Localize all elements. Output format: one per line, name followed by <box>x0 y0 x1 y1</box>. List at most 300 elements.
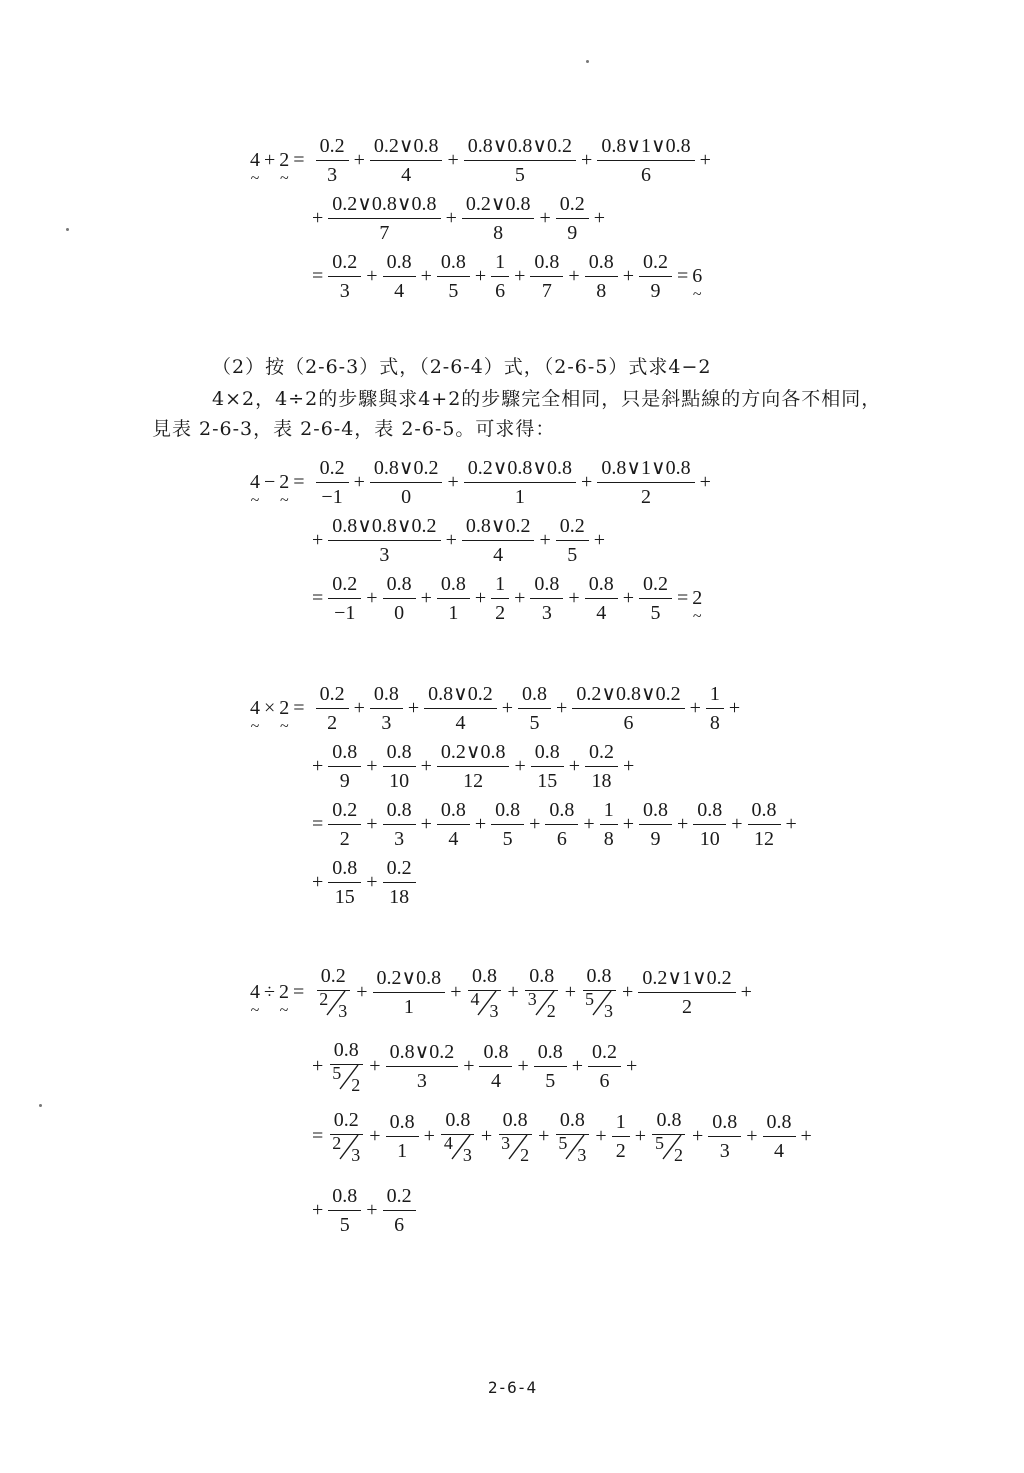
operator: = <box>312 1124 324 1147</box>
denominator: 0 <box>394 601 405 624</box>
operator: + <box>514 586 526 609</box>
operator: = <box>293 148 305 171</box>
numerator: 0.2 <box>328 572 361 599</box>
numerator: 0.2 <box>556 514 589 541</box>
operator: + <box>746 1124 758 1147</box>
denominator: −1 <box>334 601 356 624</box>
fraction <box>437 250 470 303</box>
operator: + <box>369 1124 381 1147</box>
fraction <box>639 572 672 625</box>
numerator: 0.8 <box>383 250 416 277</box>
numerator: 0.8 <box>437 250 470 277</box>
operator: + <box>539 206 551 229</box>
operator: = <box>312 586 324 609</box>
operator: + <box>312 528 324 551</box>
equation-row <box>308 850 417 914</box>
numerator: 0.2∨0.8∨0.8 <box>464 456 576 483</box>
denominator: 4 <box>774 1139 785 1162</box>
fraction <box>651 1108 687 1165</box>
denominator: 9 <box>567 221 578 244</box>
operator: + <box>676 812 689 835</box>
equation-row <box>308 734 638 798</box>
denominator <box>440 1132 476 1165</box>
denominator: 0 <box>401 485 412 508</box>
fraction <box>706 682 724 735</box>
fraction <box>437 798 470 851</box>
operator: + <box>699 470 711 493</box>
denominator: 8 <box>709 711 720 734</box>
denominator: 10 <box>389 769 410 792</box>
operator: + <box>450 980 462 1003</box>
operator: + <box>593 206 606 229</box>
denominator: 3 <box>327 163 338 186</box>
equation-row <box>250 450 715 514</box>
denominator: 5 <box>650 601 661 624</box>
equation-result: 6 ~ <box>692 265 702 288</box>
operator: + <box>626 1054 638 1077</box>
operator: + <box>353 696 365 719</box>
numerator: 0.2 <box>639 250 672 277</box>
operator: = <box>312 812 324 835</box>
equation-lhs: 4 ~ − 2 ~ = <box>250 471 309 494</box>
numerator: 0.8 <box>383 740 416 767</box>
operator: + <box>529 812 541 835</box>
numerator: 0.8∨0.2 <box>462 514 535 541</box>
operator: + <box>474 812 487 835</box>
numerator: 0.2∨0.8 <box>437 740 510 767</box>
fraction <box>328 1038 364 1095</box>
operator: + <box>581 148 593 171</box>
operator: + <box>691 1124 704 1147</box>
scan-speck <box>66 228 69 231</box>
numerator: 0.8 <box>328 856 361 883</box>
paragraph-line-2: 見表 2-6-3，表 2-6-4，表 2-6-5。可求得： <box>152 418 556 440</box>
denominator: 8 <box>596 279 607 302</box>
numerator: 0.2 <box>585 740 618 767</box>
numerator: 0.8 <box>328 1184 361 1211</box>
denominator: 4 <box>596 601 607 624</box>
denominator: −1 <box>321 485 343 508</box>
denominator: 5 <box>502 827 513 850</box>
numerator: 0.8 <box>491 798 524 825</box>
fraction <box>437 740 510 793</box>
operator: + <box>583 812 595 835</box>
operator: + <box>595 1124 607 1147</box>
numerator: 0.2 <box>328 798 361 825</box>
numerator: 0.8 <box>583 964 616 991</box>
numerator: 0.8 <box>534 1040 567 1067</box>
numerator: 0.8 <box>585 572 618 599</box>
page-number: 2-6-4 <box>487 1378 537 1397</box>
numerator: 1 <box>491 250 509 277</box>
denominator: 6 <box>640 163 651 186</box>
numerator: 0.8 <box>386 1110 419 1137</box>
denominator <box>328 1062 364 1095</box>
slash-fraction: 4 3 <box>443 1132 472 1165</box>
numerator: 0.8 <box>437 572 470 599</box>
numerator: 0.8 <box>499 1108 532 1135</box>
fraction <box>315 964 351 1021</box>
numerator: 0.2∨1∨0.2 <box>638 966 735 993</box>
operator: + <box>369 1054 381 1077</box>
operator: + <box>474 586 487 609</box>
fraction <box>597 456 694 509</box>
numerator: 0.8 <box>328 740 361 767</box>
fraction <box>534 1040 567 1093</box>
fraction <box>464 134 576 187</box>
fraction <box>572 682 684 735</box>
operator: + <box>568 264 580 287</box>
equation-row <box>308 566 702 630</box>
operator: + <box>480 1124 493 1147</box>
fraction <box>370 682 403 735</box>
operator: + <box>731 812 743 835</box>
operator: + <box>501 696 514 719</box>
numerator: 0.8 <box>479 1040 512 1067</box>
denominator: 9 <box>339 769 350 792</box>
numerator: 0.8 <box>585 250 618 277</box>
denominator: 3 <box>541 601 552 624</box>
operator: + <box>366 870 378 893</box>
operator: + <box>622 264 634 287</box>
numerator: 0.2 <box>317 964 350 991</box>
denominator <box>466 988 502 1021</box>
fraction <box>588 1040 621 1093</box>
denominator: 9 <box>650 827 661 850</box>
numerator: 0.8 <box>383 798 416 825</box>
numerator: 0.8 <box>763 1110 796 1137</box>
fraction <box>491 250 509 303</box>
numerator: 0.2 <box>588 1040 621 1067</box>
fraction <box>328 798 361 851</box>
numerator: 0.2 <box>556 192 589 219</box>
fraction <box>328 1184 361 1237</box>
fraction <box>386 1040 459 1093</box>
operator: + <box>420 754 432 777</box>
fraction <box>600 798 618 851</box>
operator: + <box>634 1124 646 1147</box>
fraction <box>383 250 416 303</box>
operator: + <box>463 1054 475 1077</box>
numerator: 0.8 <box>545 798 578 825</box>
operator: + <box>474 264 487 287</box>
operator: + <box>514 264 526 287</box>
denominator: 6 <box>599 1069 610 1092</box>
fraction <box>437 572 470 625</box>
fraction <box>370 134 443 187</box>
numerator: 0.2∨0.8∨0.2 <box>572 682 684 709</box>
operator: = <box>676 264 689 287</box>
numerator: 1 <box>600 798 618 825</box>
numerator: 0.8∨1∨0.8 <box>597 456 694 483</box>
denominator: 4 <box>394 279 405 302</box>
denominator <box>315 988 351 1021</box>
fraction <box>639 798 672 851</box>
denominator <box>524 988 560 1021</box>
operator: + <box>622 586 634 609</box>
operator: + <box>568 586 580 609</box>
numerator: 1 <box>491 572 509 599</box>
operator: + <box>356 980 368 1003</box>
fraction <box>316 682 349 735</box>
fraction <box>328 1108 364 1165</box>
fraction <box>497 1108 533 1165</box>
slash-fraction: 2 3 <box>332 1132 361 1165</box>
denominator: 1 <box>403 995 414 1018</box>
numerator: 0.2 <box>383 1184 416 1211</box>
numerator: 0.8∨1∨0.8 <box>597 134 694 161</box>
denominator: 1 <box>514 485 525 508</box>
denominator: 18 <box>591 769 612 792</box>
numerator: 0.2∨0.8 <box>462 192 535 219</box>
operator: + <box>623 754 635 777</box>
fraction <box>383 572 416 625</box>
denominator: 4 <box>490 1069 501 1092</box>
operator: + <box>740 980 752 1003</box>
denominator: 12 <box>463 769 484 792</box>
denominator: 2 <box>327 711 338 734</box>
denominator: 6 <box>495 279 506 302</box>
fraction <box>693 798 726 851</box>
denominator: 5 <box>545 1069 556 1092</box>
denominator: 1 <box>448 601 459 624</box>
numerator: 0.8 <box>556 1108 589 1135</box>
denominator: 4 <box>448 827 459 850</box>
operator: + <box>312 1054 324 1077</box>
slash-fraction: 5 2 <box>654 1132 683 1165</box>
fraction <box>638 966 735 1019</box>
denominator <box>651 1132 687 1165</box>
operator: + <box>622 812 634 835</box>
denominator: 12 <box>754 827 775 850</box>
numerator: 0.8 <box>693 798 726 825</box>
fraction <box>545 798 578 851</box>
denominator: 3 <box>339 279 350 302</box>
numerator: 1 <box>612 1110 630 1137</box>
fraction <box>585 740 618 793</box>
slash-fraction: 5 3 <box>585 988 614 1021</box>
denominator: 10 <box>699 827 720 850</box>
operator: + <box>366 812 378 835</box>
numerator: 0.8 <box>531 740 564 767</box>
denominator: 2 <box>339 827 350 850</box>
numerator: 0.8 <box>441 1108 474 1135</box>
fraction <box>556 192 589 245</box>
operator: = <box>293 696 305 719</box>
fraction <box>518 682 551 735</box>
operator: + <box>538 1124 550 1147</box>
fraction <box>530 250 563 303</box>
numerator: 0.8 <box>748 798 781 825</box>
operator: + <box>366 264 378 287</box>
fraction <box>597 134 694 187</box>
operator: + <box>366 586 378 609</box>
operator: + <box>312 1198 324 1221</box>
operator: = <box>293 470 305 493</box>
denominator <box>328 1132 364 1165</box>
denominator: 5 <box>448 279 459 302</box>
fraction <box>316 456 349 509</box>
operator: + <box>517 1054 529 1077</box>
operator: + <box>571 1054 584 1077</box>
fraction <box>466 964 502 1021</box>
denominator: 4 <box>493 543 504 566</box>
denominator: 3 <box>379 543 390 566</box>
operator: = <box>312 264 324 287</box>
denominator: 8 <box>603 827 614 850</box>
denominator: 6 <box>394 1213 405 1236</box>
operator: + <box>420 812 432 835</box>
operator: + <box>689 696 701 719</box>
operator: + <box>445 528 457 551</box>
scan-speck <box>586 60 589 63</box>
equation-row <box>308 186 609 250</box>
fraction <box>328 250 361 303</box>
operator: = <box>676 586 689 609</box>
operator: + <box>407 696 420 719</box>
operator: + <box>366 754 378 777</box>
equation-lhs: 4 ~ + 2 ~ = <box>250 149 309 172</box>
fraction <box>639 250 672 303</box>
fraction <box>328 740 361 793</box>
operator: + <box>785 812 797 835</box>
numerator: 0.8∨0.2 <box>370 456 443 483</box>
denominator: 7 <box>379 221 390 244</box>
numerator: 0.8 <box>652 1108 685 1135</box>
fraction <box>383 856 416 909</box>
numerator: 0.8∨0.8∨0.2 <box>464 134 576 161</box>
operator: + <box>447 148 459 171</box>
fraction <box>386 1110 419 1163</box>
operator: + <box>420 264 432 287</box>
fraction <box>763 1110 796 1163</box>
scan-speck <box>39 1104 42 1107</box>
denominator: 5 <box>567 543 578 566</box>
slash-fraction: 5 3 <box>558 1132 587 1165</box>
equation-row <box>308 1178 417 1242</box>
denominator: 5 <box>514 163 525 186</box>
denominator <box>497 1132 533 1165</box>
fraction <box>383 1184 416 1237</box>
fraction <box>424 682 497 735</box>
operator: + <box>514 754 526 777</box>
operator: + <box>423 1124 435 1147</box>
operator: + <box>564 980 577 1003</box>
numerator: 0.8 <box>639 798 672 825</box>
equation-row <box>250 676 744 740</box>
method-heading: （2）按（2-6-3）式，（2-6-4）式，（2-6-5）式求4−2 <box>212 356 712 378</box>
denominator: 15 <box>334 885 355 908</box>
fraction <box>373 966 446 1019</box>
operator: + <box>622 980 634 1003</box>
slash-fraction: 5 2 <box>332 1062 361 1095</box>
operator: + <box>353 470 365 493</box>
numerator: 0.8∨0.2 <box>386 1040 459 1067</box>
operator: + <box>366 1198 378 1221</box>
denominator: 2 <box>681 995 692 1018</box>
denominator: 3 <box>381 711 392 734</box>
numerator: 0.2 <box>328 250 361 277</box>
numerator: 0.8 <box>330 1038 363 1065</box>
denominator: 7 <box>541 279 552 302</box>
numerator: 0.2 <box>316 682 349 709</box>
operator: + <box>556 696 568 719</box>
fraction <box>328 514 440 567</box>
denominator: 6 <box>556 827 567 850</box>
numerator: 0.8 <box>437 798 470 825</box>
equation-row <box>250 128 715 192</box>
denominator: 2 <box>495 601 506 624</box>
numerator: 0.8 <box>370 682 403 709</box>
denominator <box>581 988 617 1021</box>
denominator: 8 <box>493 221 504 244</box>
fraction <box>328 192 440 245</box>
fraction <box>440 1108 476 1165</box>
operator: + <box>353 148 365 171</box>
denominator: 3 <box>394 827 405 850</box>
slash-fraction: 4 3 <box>470 988 499 1021</box>
paragraph-line-1: 4×2，4÷2的步驟與求4+2的步驟完全相同，只是斜點線的方向各不相同， <box>212 388 882 410</box>
equation-row <box>308 1104 816 1168</box>
fraction <box>554 1108 590 1165</box>
numerator: 0.8 <box>518 682 551 709</box>
denominator: 6 <box>623 711 634 734</box>
slash-fraction: 3 2 <box>527 988 556 1021</box>
fraction <box>581 964 617 1021</box>
fraction <box>524 964 560 1021</box>
denominator: 3 <box>416 1069 427 1092</box>
equation-row <box>308 1034 641 1098</box>
numerator: 0.8∨0.2 <box>424 682 497 709</box>
denominator: 3 <box>719 1139 730 1162</box>
slash-fraction: 2 3 <box>319 988 348 1021</box>
equation-row <box>308 508 609 572</box>
fraction <box>530 572 563 625</box>
numerator: 0.2∨0.8 <box>370 134 443 161</box>
operator: + <box>593 528 606 551</box>
equation-lhs: 4 ~ × 2 ~ = <box>250 697 309 720</box>
denominator: 5 <box>339 1213 350 1236</box>
fraction <box>491 798 524 851</box>
fraction <box>328 856 361 909</box>
slash-fraction: 3 2 <box>501 1132 530 1165</box>
fraction <box>556 514 589 567</box>
denominator: 1 <box>397 1139 408 1162</box>
fraction <box>585 250 618 303</box>
equation-result: 2 ~ <box>692 587 702 610</box>
numerator: 0.8 <box>530 572 563 599</box>
operator: + <box>699 148 711 171</box>
denominator: 2 <box>640 485 651 508</box>
denominator: 5 <box>529 711 540 734</box>
operator: + <box>539 528 551 551</box>
operator: + <box>312 206 324 229</box>
operator: + <box>507 980 519 1003</box>
fraction <box>383 798 416 851</box>
denominator: 9 <box>650 279 661 302</box>
numerator: 0.8 <box>468 964 501 991</box>
numerator: 0.2 <box>383 856 416 883</box>
denominator: 4 <box>401 163 412 186</box>
fraction <box>708 1110 741 1163</box>
operator: + <box>581 470 593 493</box>
equation-lhs: 4 ~ ÷ 2 ~ = <box>250 981 308 1004</box>
operator: + <box>447 470 459 493</box>
fraction <box>464 456 576 509</box>
fraction <box>612 1110 630 1163</box>
fraction <box>585 572 618 625</box>
numerator: 1 <box>706 682 724 709</box>
